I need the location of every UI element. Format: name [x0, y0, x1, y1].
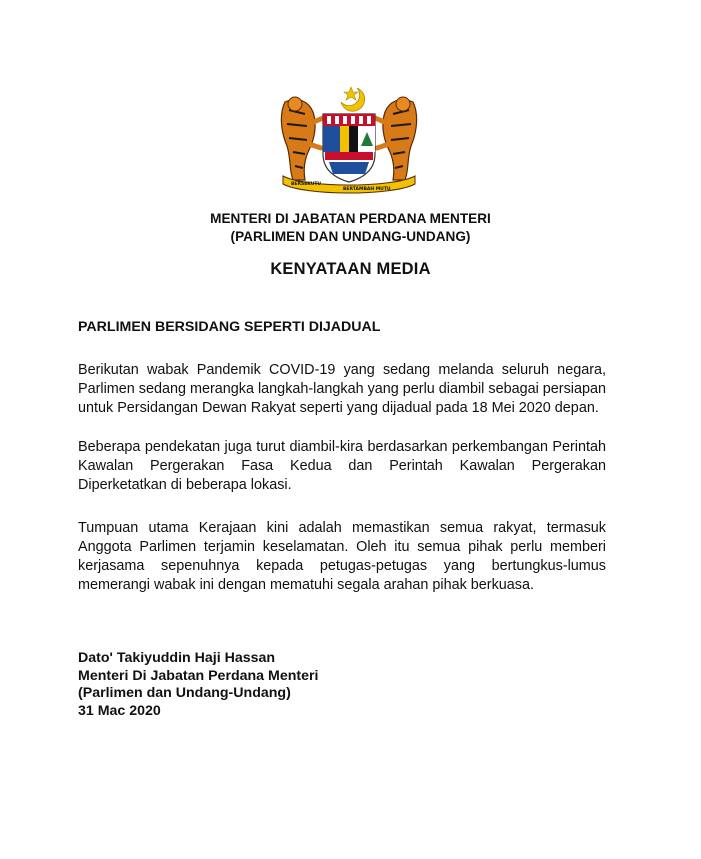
motto-left-text: BERSEKUTU — [291, 182, 322, 187]
ministry-line-2: (PARLIMEN DAN UNDANG-UNDANG) — [230, 229, 471, 244]
coat-of-arms-emblem — [275, 84, 423, 196]
signatory-position: Menteri Di Jabatan Perdana Menteri — [78, 667, 319, 684]
signature-block — [78, 650, 318, 720]
signatory-name: Dato' Takiyuddin Haji Hassan — [78, 650, 276, 666]
left-tiger-icon — [281, 97, 323, 180]
right-tiger-icon — [375, 97, 417, 180]
motto-right-text: BERTAMBAH MUTU — [343, 187, 391, 192]
crescent-star-icon — [341, 87, 365, 111]
paragraph-3: Tumpuan utama Kerajaan kini adalah memastikan semua rakyat, termasuk Anggota Parlimen terjamin keselamatan. Oleh itu semua pihak perlu memberi kerjasama sepenuhnya kepada petugas-petugas yang bertungkus-lumus memerangi wabak ini dengan mematuhi segala arahan pihak berkuasa. — [78, 520, 606, 593]
document-title: KENYATAAN MEDIA — [270, 260, 431, 278]
ministry-line-1: MENTERI DI JABATAN PERDANA MENTERI — [210, 211, 491, 226]
shield-icon — [323, 114, 375, 182]
signatory-portfolio: (Parlimen dan Undang-Undang) — [78, 685, 291, 702]
paragraph-1: Berikutan wabak Pandemik COVID-19 yang sedang melanda seluruh negara, Parlimen sedang merangka langkah-langkah yang perlu diambil sebagai persiapan untuk Persidangan Dewan Rakyat seperti yang dijadual pada 18 Mei 2020 depan. — [78, 362, 606, 416]
statement-heading: PARLIMEN BERSIDANG SEPERTI DIJADUAL — [78, 319, 381, 335]
paragraph-2: Beberapa pendekatan juga turut diambil-kira berdasarkan perkembangan Perintah Kawalan Pergerakan Fasa Kedua dan Perintah Kawalan Pergerakan Diperketatkan di beberapa lokasi. — [78, 439, 606, 493]
statement-date: 31 Mac 2020 — [78, 702, 161, 719]
